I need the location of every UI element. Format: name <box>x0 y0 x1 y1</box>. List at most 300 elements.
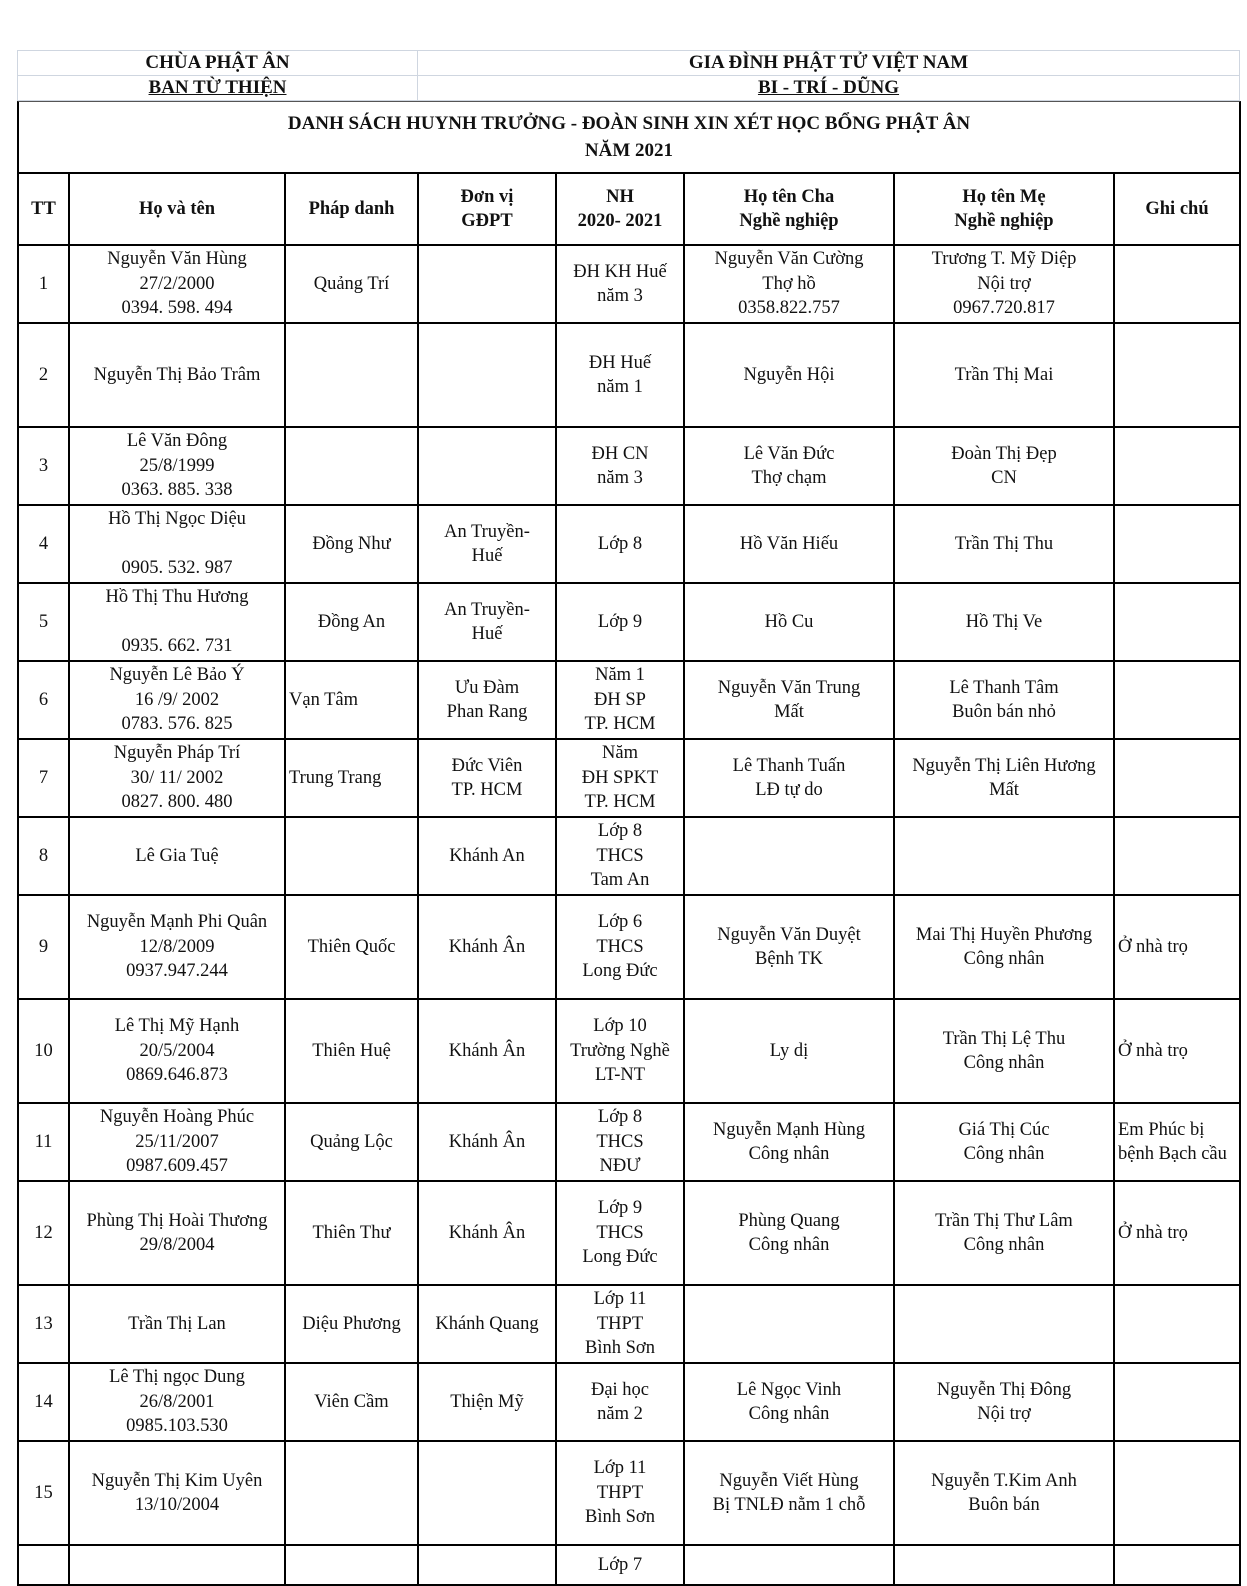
cell-dharma-name <box>285 505 418 583</box>
cell-note <box>1114 583 1240 661</box>
cell-dharma-name <box>285 1363 418 1441</box>
cell-unit-line: Khánh Ân <box>448 936 526 957</box>
cell-tt-text: 7 <box>38 767 49 788</box>
cell-name <box>69 661 285 739</box>
cell-father <box>684 1545 894 1585</box>
cell-mother-line: Công nhân <box>963 1144 1045 1164</box>
table-row <box>18 895 1240 999</box>
cell-school-year-line: năm 3 <box>597 468 643 488</box>
cell-note <box>1114 895 1240 999</box>
cell-school-year <box>556 661 684 739</box>
cell-name-line: Lê Văn Đông <box>126 431 228 452</box>
cell-dharma-name-text: Thiên Huệ <box>312 1040 391 1061</box>
cell-father <box>684 1103 894 1181</box>
cell-dharma-name-text: Diệu Phương <box>302 1313 401 1334</box>
cell-school-year-line: THCS <box>596 1222 644 1243</box>
cell-note <box>1114 1441 1240 1545</box>
document-title <box>17 101 1241 172</box>
cell-mother <box>894 245 1114 323</box>
title-line-1: DANH SÁCH HUYNH TRƯỞNG - ĐOÀN SINH XIN XÉT HỌC BỔNG PHẬT ÂN <box>287 113 971 134</box>
cell-mother-line: Công nhân <box>963 949 1045 969</box>
cell-name-line: Lê Gia Tuệ <box>135 845 219 866</box>
cell-school-year-line: Năm 1 <box>595 665 645 686</box>
cell-name <box>69 1441 285 1545</box>
cell-name-line: Nguyễn Mạnh Phi Quân <box>86 912 268 933</box>
cell-name <box>69 1103 285 1181</box>
cell-school-year <box>556 505 684 583</box>
cell-school-year <box>556 1363 684 1441</box>
cell-mother-line: Nội trợ <box>977 1404 1031 1424</box>
cell-name-line: 0827. 800. 480 <box>121 792 233 813</box>
cell-father-line: Nguyễn Văn Duyệt <box>717 924 861 945</box>
cell-school-year <box>556 583 684 661</box>
cell-father-line: Bị TNLĐ nằm 1 chỗ <box>712 1495 866 1515</box>
cell-name-line: 0985.103.530 <box>126 1416 228 1437</box>
cell-tt-text: 14 <box>34 1391 53 1412</box>
cell-school-year-line: Lớp 11 <box>593 1458 647 1479</box>
col-header-unit: Đơn vị GĐPT <box>418 173 556 245</box>
cell-father-line: Mất <box>774 702 804 722</box>
cell-school-year <box>556 999 684 1103</box>
cell-father <box>684 245 894 323</box>
table-row <box>18 999 1240 1103</box>
cell-school-year-line: Lớp 8 <box>597 821 643 842</box>
cell-note <box>1114 661 1240 739</box>
cell-unit <box>418 1441 556 1545</box>
cell-tt <box>18 895 69 999</box>
cell-mother-line: Nội trợ <box>977 273 1031 294</box>
cell-school-year-line: Trường Nghề <box>570 1040 670 1061</box>
table-row <box>18 1545 1240 1585</box>
cell-unit-line: An Truyền- <box>444 599 530 620</box>
cell-tt <box>18 505 69 583</box>
cell-school-year-line: Lớp 8 <box>597 1107 643 1128</box>
cell-dharma-name-text: Viên Cầm <box>314 1391 389 1412</box>
cell-unit-line: Khánh Ân <box>448 1131 526 1152</box>
cell-name-line: 0987.609.457 <box>126 1156 228 1177</box>
cell-school-year-line: Đại học <box>590 1379 650 1400</box>
cell-tt <box>18 1103 69 1181</box>
cell-school-year-line: TP. HCM <box>584 714 656 735</box>
cell-mother <box>894 427 1114 505</box>
cell-dharma-name-text: Đồng An <box>317 611 386 632</box>
cell-father <box>684 583 894 661</box>
cell-school-year-line: năm 1 <box>597 377 643 397</box>
cell-father <box>684 1441 894 1545</box>
cell-name-line: 30/ 11/ 2002 <box>130 767 224 788</box>
cell-school-year <box>556 1181 684 1285</box>
title-line-2: NĂM 2021 <box>584 140 674 161</box>
cell-father <box>684 1285 894 1363</box>
cell-name-line: Nguyễn Lê Bảo Ý <box>109 665 245 686</box>
cell-name-line: Hồ Thị Ngọc Diệu <box>108 509 246 530</box>
cell-tt-text: 3 <box>38 455 49 476</box>
cell-dharma-name-text: Trung Trang <box>289 767 382 788</box>
cell-note-line: Ở nhà trọ <box>1118 1040 1188 1061</box>
cell-mother-line: Nguyễn Thị Đông <box>936 1379 1072 1400</box>
cell-father-line: 0358.822.757 <box>738 298 840 319</box>
cell-school-year <box>556 817 684 895</box>
cell-name <box>69 245 285 323</box>
cell-name <box>69 817 285 895</box>
cell-name-line <box>71 610 283 635</box>
cell-note-line: bệnh Bạch cầu <box>1118 1144 1227 1164</box>
cell-school-year-line: năm 2 <box>597 1404 643 1424</box>
cell-tt-text: 4 <box>38 533 49 554</box>
cell-name <box>69 323 285 427</box>
cell-name-line: 27/2/2000 <box>139 273 215 294</box>
cell-school-year-line: ĐH SPKT <box>581 767 659 788</box>
cell-father-line: Bệnh TK <box>754 949 823 969</box>
cell-dharma-name <box>285 583 418 661</box>
cell-mother <box>894 1103 1114 1181</box>
cell-name <box>69 1545 285 1585</box>
table-row <box>18 1285 1240 1363</box>
cell-father <box>684 1363 894 1441</box>
cell-tt-text: 10 <box>34 1040 53 1061</box>
cell-name-line: Nguyễn Thị Kim Uyên <box>91 1470 263 1491</box>
cell-school-year <box>556 1103 684 1181</box>
motto: BI - TRÍ - DŨNG <box>757 77 900 98</box>
cell-name <box>69 583 285 661</box>
cell-mother <box>894 1545 1114 1585</box>
cell-tt <box>18 739 69 817</box>
cell-dharma-name-text: Quảng Trí <box>313 273 390 294</box>
cell-school-year-line: THCS <box>596 845 644 866</box>
cell-dharma-name-text: Đồng Như <box>312 533 391 554</box>
cell-unit <box>418 1181 556 1285</box>
cell-name-line: Nguyễn Thị Bảo Trâm <box>93 364 261 385</box>
cell-mother-line: Trần Thị Thu <box>954 533 1054 554</box>
col-header-dharma-name: Pháp danh <box>285 173 418 245</box>
cell-name <box>69 999 285 1103</box>
cell-name-line: 26/8/2001 <box>139 1391 215 1412</box>
cell-school-year <box>556 895 684 999</box>
cell-mother-line: Trương T. Mỹ Diệp <box>931 249 1077 270</box>
association-name: GIA ĐÌNH PHẬT TỬ VIỆT NAM <box>418 51 1240 76</box>
cell-dharma-name <box>285 427 418 505</box>
cell-name-line <box>71 532 283 557</box>
cell-school-year <box>556 739 684 817</box>
cell-school-year-line: Bình Sơn <box>585 1338 655 1359</box>
cell-school-year <box>556 323 684 427</box>
cell-dharma-name-text: Quảng Lộc <box>310 1131 393 1152</box>
table-row <box>18 817 1240 895</box>
cell-name-line: 0363. 885. 338 <box>121 480 233 501</box>
cell-note <box>1114 323 1240 427</box>
cell-mother-line: Đoàn Thị Đẹp <box>951 443 1057 464</box>
cell-name <box>69 1285 285 1363</box>
cell-school-year-line: Lớp 6 <box>597 912 643 933</box>
cell-school-year-line: Long Đức <box>582 961 658 982</box>
cell-mother-line: 0967.720.817 <box>953 298 1055 319</box>
cell-father-line: Hồ Cu <box>764 611 814 632</box>
table-row <box>18 1103 1240 1181</box>
cell-name <box>69 1181 285 1285</box>
cell-school-year <box>556 1545 684 1585</box>
cell-father <box>684 505 894 583</box>
cell-school-year-line: NĐƯ <box>599 1156 641 1177</box>
cell-name-line: Hồ Thị Thu Hương <box>105 587 249 608</box>
table-row <box>18 583 1240 661</box>
cell-name-line: 0937.947.244 <box>126 961 228 982</box>
cell-mother <box>894 505 1114 583</box>
cell-tt-text: 12 <box>34 1222 53 1243</box>
cell-school-year <box>556 1285 684 1363</box>
cell-unit-line: Đức Viên <box>451 755 523 776</box>
cell-unit <box>418 427 556 505</box>
cell-father-line: Công nhân <box>748 1235 830 1255</box>
cell-unit <box>418 817 556 895</box>
cell-dharma-name <box>285 1181 418 1285</box>
table-row <box>18 661 1240 739</box>
cell-school-year-line: Năm <box>602 743 638 764</box>
cell-father-line: Công nhân <box>748 1404 830 1424</box>
cell-dharma-name <box>285 1441 418 1545</box>
cell-tt <box>18 999 69 1103</box>
cell-school-year-line: Bình Sơn <box>585 1507 655 1528</box>
cell-note <box>1114 999 1240 1103</box>
table-row <box>18 739 1240 817</box>
cell-father-line: Thợ chạm <box>751 468 827 488</box>
cell-tt <box>18 1363 69 1441</box>
cell-unit <box>418 661 556 739</box>
cell-father-line: Công nhân <box>748 1144 830 1164</box>
cell-school-year <box>556 245 684 323</box>
cell-tt <box>18 1441 69 1545</box>
col-header-tt: TT <box>18 173 69 245</box>
cell-unit <box>418 739 556 817</box>
cell-name-line: 20/5/2004 <box>139 1040 215 1061</box>
cell-mother <box>894 583 1114 661</box>
cell-tt-text: 15 <box>34 1482 53 1503</box>
cell-father <box>684 895 894 999</box>
cell-note <box>1114 1285 1240 1363</box>
cell-school-year-line: ĐH CN <box>591 443 649 464</box>
cell-name <box>69 427 285 505</box>
cell-unit <box>418 1285 556 1363</box>
cell-unit-line: Huế <box>471 546 503 566</box>
cell-name <box>69 895 285 999</box>
cell-name-line: 0783. 576. 825 <box>121 714 233 735</box>
organization-name: CHÙA PHẬT ÂN <box>18 51 418 76</box>
cell-note <box>1114 245 1240 323</box>
document-sheet <box>17 50 1239 1586</box>
cell-school-year-line: ĐH Huế <box>588 352 652 373</box>
cell-mother <box>894 661 1114 739</box>
cell-father <box>684 323 894 427</box>
table-row <box>18 1363 1240 1441</box>
cell-mother <box>894 739 1114 817</box>
cell-school-year-line: Long Đức <box>582 1247 658 1268</box>
cell-mother-line: Hồ Thị Ve <box>965 611 1043 632</box>
cell-father-line: Lê Văn Đức <box>743 443 835 464</box>
cell-note <box>1114 1181 1240 1285</box>
cell-tt <box>18 1545 69 1585</box>
cell-unit <box>418 505 556 583</box>
col-header-name: Họ và tên <box>69 173 285 245</box>
cell-tt-text: 2 <box>38 364 49 385</box>
cell-school-year-line: THPT <box>596 1482 644 1503</box>
cell-mother <box>894 1285 1114 1363</box>
cell-dharma-name <box>285 245 418 323</box>
cell-school-year-line: Lớp 10 <box>593 1016 647 1037</box>
cell-note-line: Ở nhà trọ <box>1118 1222 1188 1243</box>
cell-unit-line: An Truyền- <box>444 521 530 542</box>
cell-unit-line: Ưu Đàm <box>454 677 520 698</box>
cell-school-year-line: Lớp 9 <box>597 611 643 632</box>
cell-mother-line: Trần Thị Thư Lâm <box>935 1210 1073 1231</box>
cell-mother-line: Trần Thị Mai <box>954 364 1054 385</box>
cell-father-line: Nguyễn Viết Hùng <box>719 1470 859 1491</box>
cell-name-line: 13/10/2004 <box>134 1495 220 1515</box>
cell-mother-line: Lê Thanh Tâm <box>949 677 1059 698</box>
cell-name <box>69 739 285 817</box>
cell-mother-line: Công nhân <box>963 1053 1045 1073</box>
cell-unit <box>418 1363 556 1441</box>
cell-name-line: 25/8/1999 <box>139 455 215 476</box>
cell-tt <box>18 583 69 661</box>
cell-school-year <box>556 1441 684 1545</box>
cell-name-line: Phùng Thị Hoài Thương <box>86 1210 268 1231</box>
cell-unit-line: Phan Rang <box>446 702 528 722</box>
cell-school-year-line: ĐH SP <box>594 689 646 710</box>
cell-mother-line: Trần Thị Lệ Thu <box>942 1028 1066 1049</box>
cell-tt <box>18 817 69 895</box>
cell-mother-line: Nguyễn T.Kim Anh <box>931 1470 1077 1491</box>
cell-father-line: Nguyễn Văn Trung <box>717 677 861 698</box>
cell-father <box>684 739 894 817</box>
cell-name-line: 0869.646.873 <box>126 1065 228 1086</box>
cell-school-year-line: Lớp 7 <box>597 1554 643 1575</box>
cell-tt <box>18 661 69 739</box>
cell-unit-line: Thiện Mỹ <box>450 1391 524 1412</box>
cell-mother <box>894 895 1114 999</box>
table-row <box>18 427 1240 505</box>
cell-mother-line: Công nhân <box>963 1235 1045 1255</box>
cell-tt <box>18 427 69 505</box>
col-header-note: Ghi chú <box>1114 173 1240 245</box>
cell-name-line: 0905. 532. 987 <box>121 558 233 579</box>
table-header-row <box>18 173 1240 245</box>
cell-name-line: 12/8/2009 <box>139 936 215 957</box>
cell-father-line: Nguyễn Mạnh Hùng <box>712 1119 866 1140</box>
cell-name-line: 0394. 598. 494 <box>121 298 233 319</box>
cell-note <box>1114 817 1240 895</box>
cell-note <box>1114 739 1240 817</box>
cell-tt <box>18 245 69 323</box>
cell-name-line: 29/8/2004 <box>139 1235 215 1255</box>
cell-father-line: Phùng Quang <box>738 1210 840 1231</box>
cell-tt-text: 9 <box>38 936 49 957</box>
cell-dharma-name <box>285 661 418 739</box>
cell-school-year-line: THCS <box>596 936 644 957</box>
cell-note <box>1114 1545 1240 1585</box>
cell-unit <box>418 1545 556 1585</box>
cell-father <box>684 427 894 505</box>
table-row <box>18 1441 1240 1545</box>
col-header-mother: Họ tên Mẹ Nghề nghiệp <box>894 173 1114 245</box>
cell-name-line: Lê Thị ngọc Dung <box>109 1367 245 1388</box>
cell-note <box>1114 1103 1240 1181</box>
cell-name-line: Nguyễn Hoàng Phúc <box>99 1107 255 1128</box>
cell-unit-line: Huế <box>471 624 503 644</box>
cell-mother-line: CN <box>991 468 1017 488</box>
cell-mother <box>894 817 1114 895</box>
cell-unit-line: TP. HCM <box>451 780 523 800</box>
cell-tt-text: 1 <box>38 273 49 294</box>
cell-dharma-name <box>285 817 418 895</box>
cell-dharma-name <box>285 323 418 427</box>
cell-mother <box>894 1363 1114 1441</box>
cell-note <box>1114 505 1240 583</box>
cell-dharma-name-text: Thiên Thư <box>312 1222 391 1243</box>
cell-tt <box>18 1285 69 1363</box>
cell-tt-text: 6 <box>38 689 49 710</box>
cell-father-line: Lê Ngọc Vinh <box>736 1379 842 1400</box>
cell-tt-text: 13 <box>34 1313 53 1334</box>
cell-school-year-line: Lớp 11 <box>593 1289 647 1310</box>
cell-dharma-name <box>285 1103 418 1181</box>
cell-note <box>1114 427 1240 505</box>
cell-note-line: Ở nhà trọ <box>1118 936 1188 957</box>
cell-unit <box>418 895 556 999</box>
department-name: BAN TỪ THIỆN <box>148 77 287 98</box>
cell-unit-line: Khánh Ân <box>448 1222 526 1243</box>
cell-father-line: Ly dị <box>769 1040 809 1061</box>
cell-mother <box>894 1441 1114 1545</box>
table-body <box>18 245 1240 1585</box>
cell-tt <box>18 1181 69 1285</box>
col-header-school-year: NH 2020- 2021 <box>556 173 684 245</box>
cell-school-year-line: THCS <box>596 1131 644 1152</box>
cell-tt-text: 11 <box>34 1131 53 1152</box>
cell-mother-line: Mai Thị Huyền Phương <box>915 924 1093 945</box>
cell-mother-line: Buôn bán <box>968 1495 1040 1515</box>
cell-mother-line: Buôn bán nhỏ <box>952 702 1056 722</box>
cell-unit <box>418 323 556 427</box>
cell-school-year-line: Lớp 8 <box>597 533 643 554</box>
cell-dharma-name-text: Thiên Quốc <box>307 936 396 957</box>
cell-mother-line: Giá Thị Cúc <box>958 1119 1050 1140</box>
cell-father-line: Nguyễn Văn Cường <box>714 249 864 270</box>
cell-father-line: Thợ hồ <box>762 273 816 294</box>
cell-school-year-line: Lớp 9 <box>597 1198 643 1219</box>
cell-father <box>684 999 894 1103</box>
cell-school-year-line: TP. HCM <box>584 792 656 813</box>
cell-mother <box>894 999 1114 1103</box>
cell-name-line: 0935. 662. 731 <box>121 636 233 657</box>
cell-tt <box>18 323 69 427</box>
cell-father <box>684 661 894 739</box>
cell-mother <box>894 1181 1114 1285</box>
table-row <box>18 245 1240 323</box>
cell-name-line: Nguyễn Văn Hùng <box>107 249 247 270</box>
cell-dharma-name <box>285 999 418 1103</box>
cell-school-year-line: ĐH KH Huế <box>573 261 667 282</box>
cell-unit <box>418 999 556 1103</box>
cell-father-line: Nguyễn Hội <box>743 364 835 385</box>
cell-name-line: 16 /9/ 2002 <box>134 689 220 710</box>
letterhead <box>17 50 1240 101</box>
cell-father-line: LĐ tự do <box>755 780 823 800</box>
cell-father <box>684 1181 894 1285</box>
cell-father <box>684 817 894 895</box>
cell-unit-line: Khánh Ân <box>448 1040 526 1061</box>
cell-name <box>69 505 285 583</box>
table-row <box>18 1181 1240 1285</box>
col-header-father: Họ tên Cha Nghề nghiệp <box>684 173 894 245</box>
